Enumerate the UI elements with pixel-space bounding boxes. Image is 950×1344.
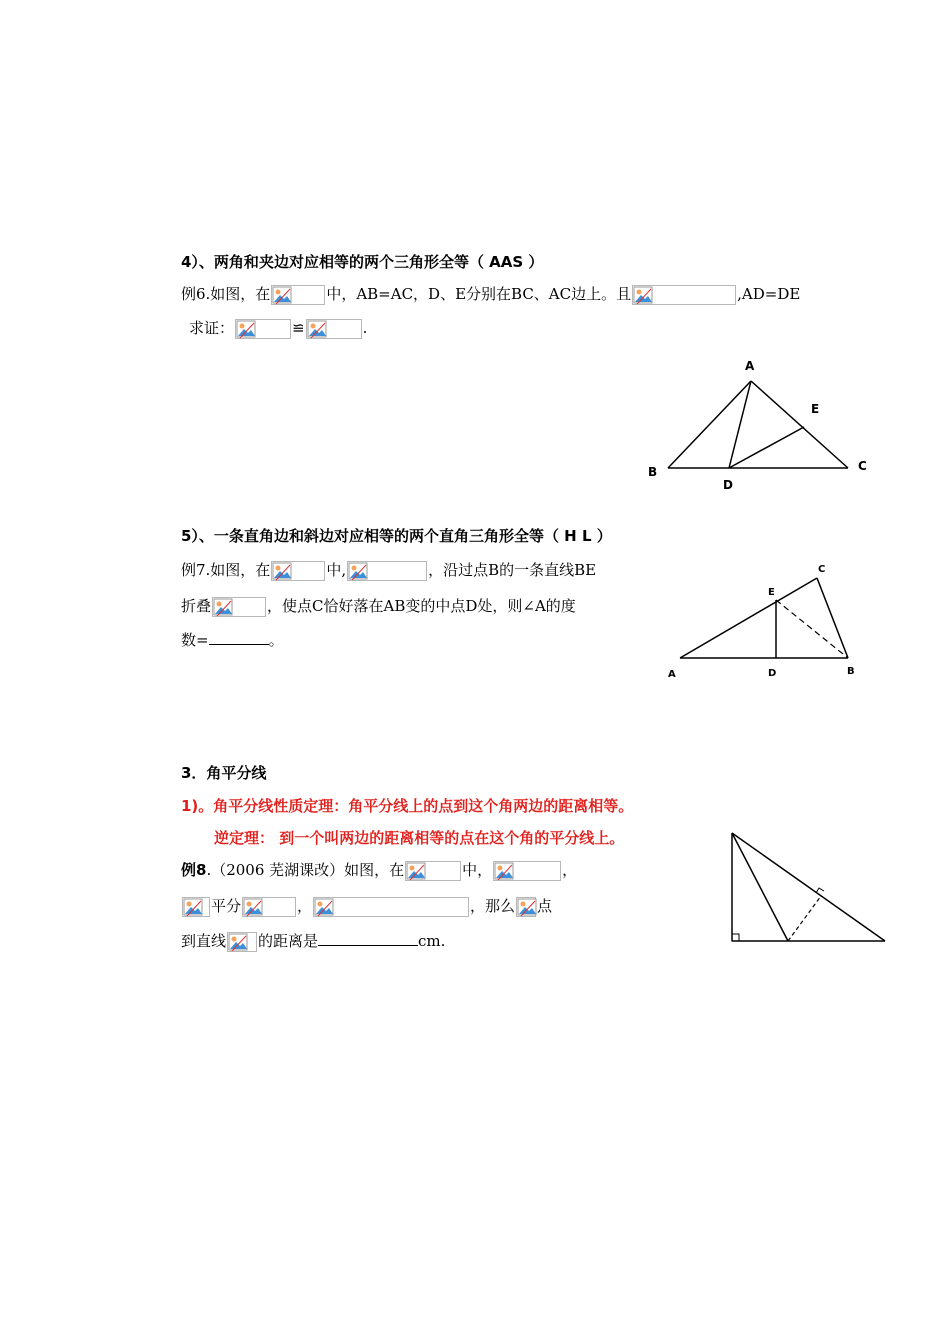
ex8-label: 例8	[181, 861, 207, 879]
section-3-heading: 3．角平分线	[181, 764, 267, 782]
ex6-text-b: 中，AB=AC，D、E分别在BC、AC边上。且	[326, 285, 632, 303]
prove-line	[189, 318, 367, 339]
broken-image-icon	[313, 897, 469, 917]
section-5-heading: 5）、一条直角边和斜边对应相等的两个直角三角形全等（ H L ）	[181, 527, 612, 545]
fig7-label-b: B	[847, 666, 855, 677]
ex7-text-c: ，沿过点B的一条直线BE	[428, 561, 597, 579]
fig8-segment-hypotenuse	[732, 833, 885, 941]
distance-line	[181, 931, 445, 952]
example-7-figure	[660, 560, 870, 685]
ex7-text-a: 例7.如图，在	[181, 561, 271, 579]
bisect-text: 平分	[211, 897, 242, 915]
point-text: 点	[537, 897, 553, 915]
section-4-heading: 4）、两角和夹边对应相等的两个三角形全等（ AAS ）	[181, 253, 544, 271]
broken-image-icon	[212, 597, 266, 617]
broken-image-icon	[271, 561, 325, 581]
ex6-text-a: 例6.如图，在	[181, 285, 271, 303]
theorem-statement: 1)。角平分线性质定理：角平分线上的点到这个角两边的距离相等。	[181, 797, 634, 815]
ex6-text-c: ,AD=DE	[737, 285, 801, 303]
ex7-text-b: 中,	[326, 561, 347, 579]
broken-image-icon	[235, 319, 291, 339]
fig6-segment-ab	[668, 381, 751, 468]
fig7-label-d: D	[768, 668, 777, 679]
fig6-segment-de	[729, 427, 804, 468]
broken-image-icon	[271, 285, 325, 305]
fig8-angle-bisector	[732, 833, 788, 941]
distance-unit: cm.	[418, 932, 446, 950]
bisect-line	[181, 896, 552, 917]
fig7-label-e: E	[768, 587, 775, 598]
then-text: ，那么	[470, 897, 516, 915]
fig6-segment-ac	[751, 381, 848, 468]
fig6-label-b: B	[648, 465, 658, 479]
broken-image-icon	[306, 319, 362, 339]
fold-text-b: ，使点C恰好落在AB变的中点D处，则∠A的度	[267, 597, 576, 615]
example-6-line	[181, 284, 800, 305]
comma-text: ，	[297, 897, 313, 915]
example-7-line	[181, 560, 596, 581]
fig7-segment-ac	[680, 578, 817, 658]
ex8-text-c: ，	[562, 861, 578, 879]
broken-image-icon	[493, 861, 561, 881]
example-6-figure	[640, 350, 880, 500]
degree-label: 数=	[181, 631, 209, 649]
broken-image-icon	[227, 932, 257, 952]
converse-theorem: 逆定理： 到一个叫两边的距离相等的点在这个角的平分线上。	[214, 829, 625, 847]
broken-image-icon	[182, 897, 210, 917]
prove-label: 求证：	[189, 319, 235, 337]
example-8-figure	[720, 825, 895, 950]
broken-image-icon	[242, 897, 296, 917]
broken-image-icon	[405, 861, 461, 881]
ex8-text-b: 中，	[462, 861, 493, 879]
broken-image-icon	[347, 561, 427, 581]
fig7-label-c: C	[818, 564, 826, 575]
distance-text-a: 到直线	[181, 932, 227, 950]
fig7-label-a: A	[668, 669, 676, 680]
fig6-label-a: A	[745, 359, 755, 373]
fig6-segment-ad	[729, 381, 751, 468]
fig6-label-e: E	[811, 402, 820, 416]
fig8-right-angle-mark	[732, 934, 739, 941]
answer-blank	[209, 630, 269, 645]
example-8-line	[181, 860, 577, 881]
fig6-label-d: D	[723, 478, 733, 492]
answer-blank	[318, 931, 418, 946]
prove-end: .	[362, 319, 368, 337]
congruent-symbol: ≌	[292, 319, 305, 337]
distance-text-b: 的距离是	[258, 932, 319, 950]
ex8-text-a: .（2006 芜湖课改）如图，在	[206, 861, 405, 879]
broken-image-icon	[516, 897, 536, 917]
fold-text-a: 折叠	[181, 597, 212, 615]
fig8-perpendicular-dashed	[788, 896, 821, 941]
fold-line	[181, 596, 576, 617]
degree-end: 。	[268, 631, 284, 649]
degree-line	[181, 630, 284, 650]
broken-image-icon	[632, 285, 736, 305]
fig6-label-c: C	[858, 459, 867, 473]
